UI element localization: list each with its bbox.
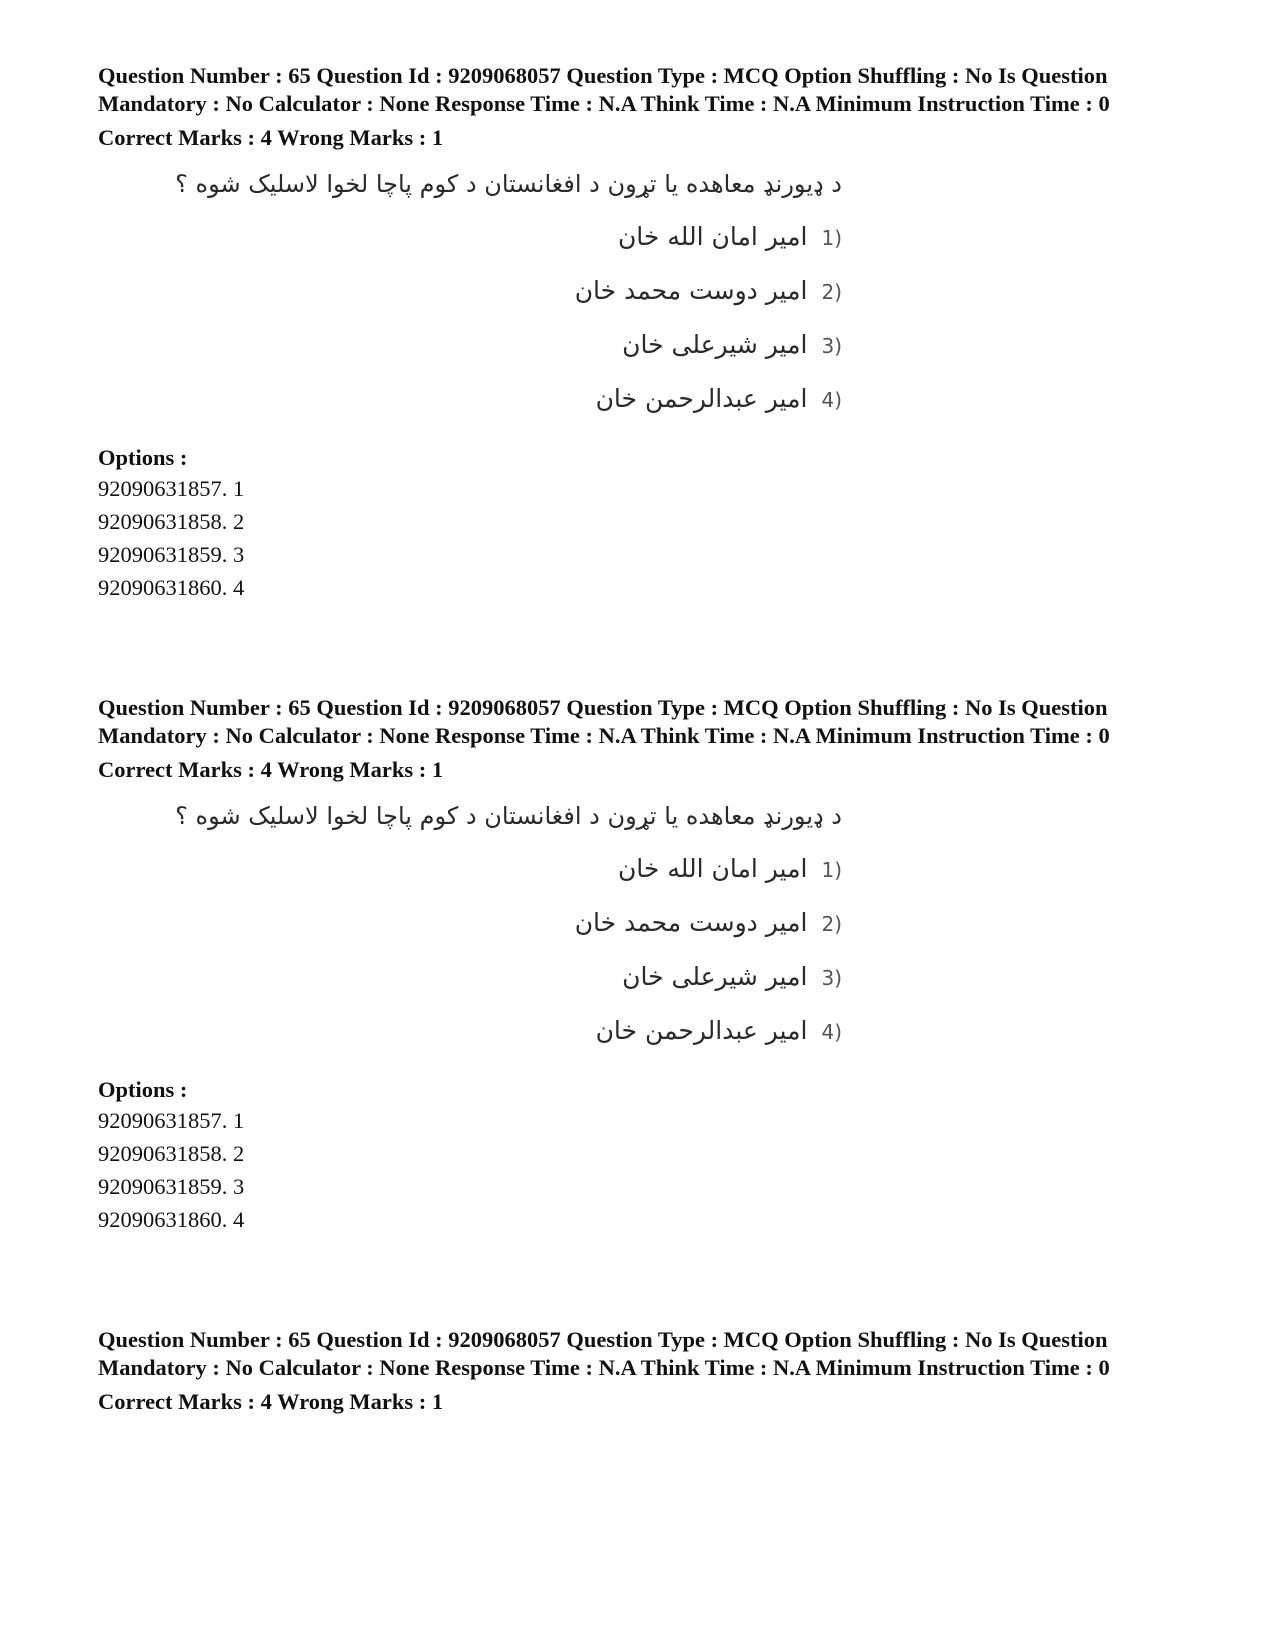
- option-line-3: 92090631859. 3: [98, 1174, 245, 1199]
- image-option-3: [622, 962, 842, 991]
- question-image: [122, 160, 842, 432]
- image-option-number: (4: [821, 1020, 842, 1044]
- question-marks: Correct Marks : 4 Wrong Marks : 1: [98, 757, 444, 782]
- image-option-text: امیر امان الله خان: [617, 854, 808, 883]
- question-block-1: [98, 62, 1178, 604]
- question-stem: د ډیورنډ معاهده یا تړون د افغانستان د کوم پاچا لخوا لاسلیک شوه ؟: [175, 802, 842, 830]
- option-line-3: 92090631859. 3: [98, 542, 245, 567]
- image-option-1: [618, 854, 842, 883]
- image-option-text: امیر شیرعلی خان: [622, 962, 808, 991]
- image-option-text: امیر دوست محمد خان: [574, 908, 808, 937]
- options-label: Options :: [98, 445, 188, 470]
- option-line-1: 92090631857. 1: [98, 476, 245, 501]
- option-line-4: 92090631860. 4: [98, 1207, 245, 1232]
- image-option-text: امیر عبدالرحمن خان: [595, 384, 808, 413]
- question-block-3: [98, 1326, 1178, 1416]
- image-option-4: [596, 1016, 842, 1045]
- image-option-number: (2: [821, 912, 842, 936]
- image-option-number: (1: [821, 858, 842, 882]
- image-option-2: [575, 276, 842, 305]
- option-line-2: 92090631858. 2: [98, 509, 245, 534]
- question-marks: Correct Marks : 4 Wrong Marks : 1: [98, 1389, 444, 1414]
- image-option-number: (1: [821, 226, 842, 250]
- question-header: Question Number : 65 Question Id : 9209068057 Question Type : MCQ Option Shuffling : No Is Question Mandatory : No Calculator : None Response Time : N.A Think Time : N.A Minimum Instruction Time : 0: [98, 695, 1110, 748]
- option-line-4: 92090631860. 4: [98, 575, 245, 600]
- image-option-1: [618, 222, 842, 251]
- image-option-2: [575, 908, 842, 937]
- image-option-text: امیر دوست محمد خان: [574, 276, 808, 305]
- question-marks: Correct Marks : 4 Wrong Marks : 1: [98, 125, 444, 150]
- option-line-1: 92090631857. 1: [98, 1108, 245, 1133]
- question-image: [122, 792, 842, 1064]
- image-option-4: [596, 384, 842, 413]
- image-option-number: (2: [821, 280, 842, 304]
- question-block-2: [98, 694, 1178, 1236]
- question-header: Question Number : 65 Question Id : 9209068057 Question Type : MCQ Option Shuffling : No Is Question Mandatory : No Calculator : None Response Time : N.A Think Time : N.A Minimum Instruction Time : 0: [98, 1327, 1110, 1380]
- image-option-3: [622, 330, 842, 359]
- image-option-text: امیر شیرعلی خان: [622, 330, 808, 359]
- image-option-text: امیر عبدالرحمن خان: [595, 1016, 808, 1045]
- image-option-number: (4: [821, 388, 842, 412]
- image-option-number: (3: [821, 334, 842, 358]
- option-line-2: 92090631858. 2: [98, 1141, 245, 1166]
- question-header: Question Number : 65 Question Id : 9209068057 Question Type : MCQ Option Shuffling : No Is Question Mandatory : No Calculator : None Response Time : N.A Think Time : N.A Minimum Instruction Time : 0: [98, 63, 1110, 116]
- image-option-text: امیر امان الله خان: [617, 222, 808, 251]
- options-label: Options :: [98, 1077, 188, 1102]
- image-option-number: (3: [821, 966, 842, 990]
- question-stem: د ډیورنډ معاهده یا تړون د افغانستان د کوم پاچا لخوا لاسلیک شوه ؟: [175, 170, 842, 198]
